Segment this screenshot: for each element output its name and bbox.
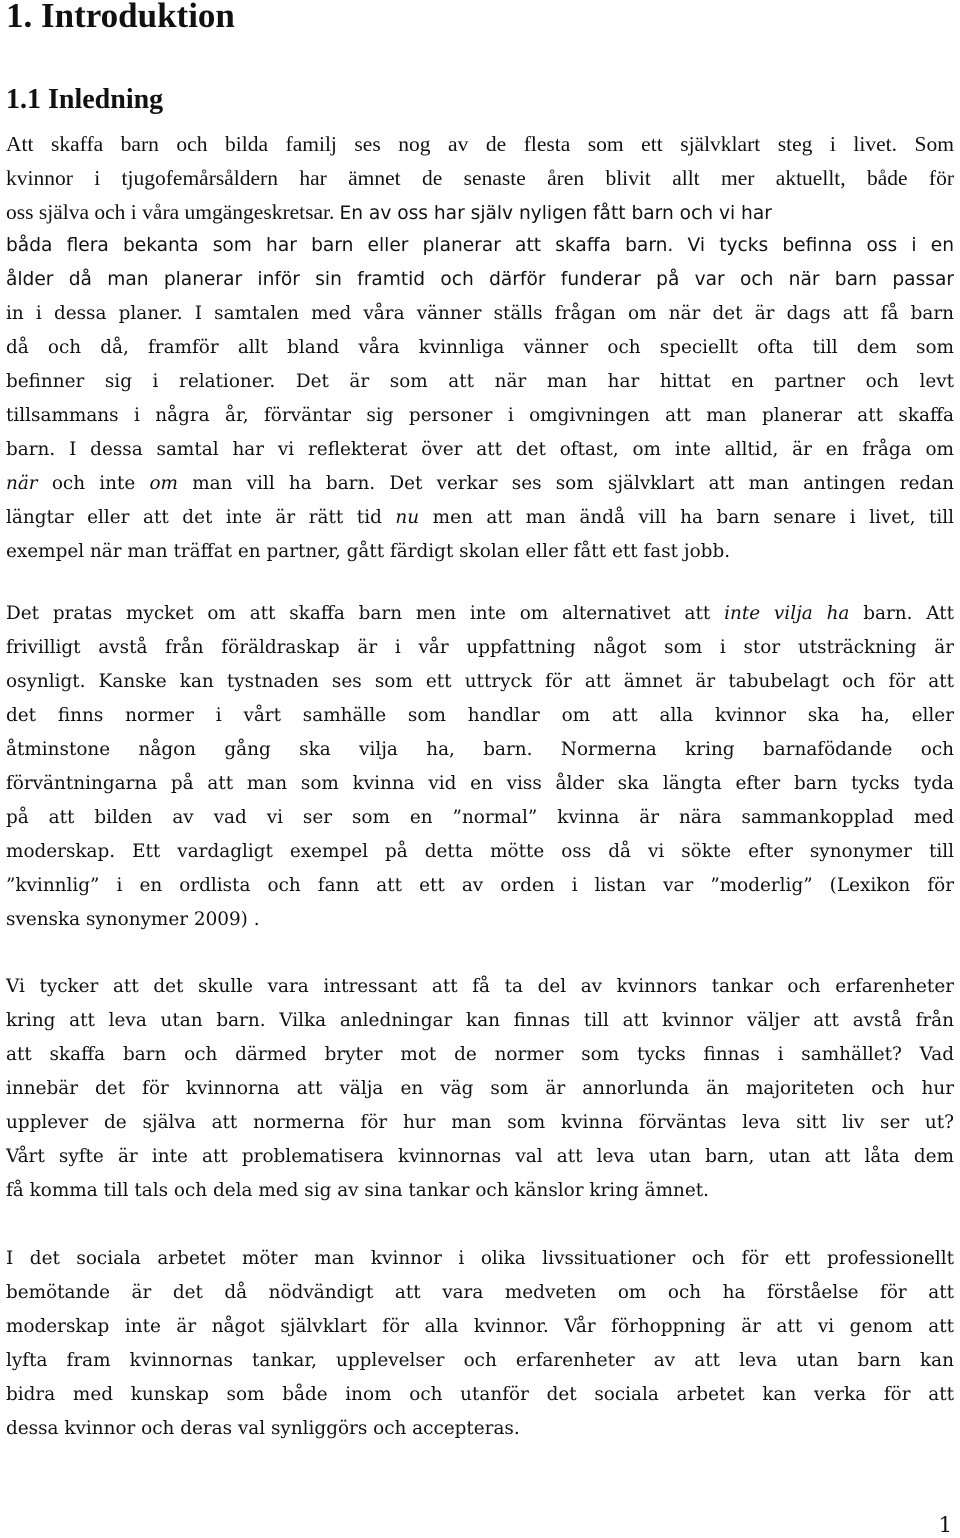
text-line: båda flera bekanta som har barn eller planerar att skaffa barn. Vi tycks befinna oss i en (6, 235, 954, 256)
text-line: Att skaffa barn och bilda familj ses nog av de flesta som ett självklart steg i livet. Som (6, 132, 954, 156)
text-line: tillsammans i några år, förväntar sig personer i omgivningen att man planerar att skaffa (6, 405, 954, 426)
text-line: bidra med kunskap som både inom och utanför det sociala arbetet kan verka för att (6, 1384, 954, 1405)
text-line: på att bilden av vad vi ser som en ”normal” kvinna är nära sammankopplad med (6, 807, 954, 828)
text-line: ålder då man planerar inför sin framtid och därför funderar på var och när barn passar (6, 269, 954, 290)
text-line: Vi tycker att det skulle vara intressant att få ta del av kvinnors tankar och erfarenheter (6, 976, 954, 997)
text-line: frivilligt avstå från föräldraskap är i vår uppfattning något som i stor utsträckning är (6, 637, 954, 658)
text-line: kvinnor i tjugofemårsåldern har ämnet de senaste åren blivit allt mer aktuellt, både för (6, 166, 954, 190)
text-line: ”kvinnlig” i en ordlista och fann att ett av orden i listan var ”moderlig” (Lexikon för (6, 875, 954, 896)
text-line: upplever de själva att normerna för hur man som kvinna förväntas leva sitt liv ser ut? (6, 1112, 954, 1133)
text-line: längtar eller att det inte är rätt tid nu men att man ändå vill ha barn senare i livet, till (6, 507, 954, 528)
text-line: osynligt. Kanske kan tystnaden ses som ett uttryck för att ämnet är tabubelagt och för att (6, 671, 954, 692)
text-line: svenska synonymer 2009) . (6, 909, 260, 930)
section-title: 1.1 Inledning (6, 84, 164, 115)
text-line: bemötande är det då nödvändigt att vara medveten om och ha förståelse för att (6, 1282, 954, 1303)
text-line: dessa kvinnor och deras val synliggörs och accepteras. (6, 1418, 520, 1439)
chapter-title: 1. Introduktion (6, 0, 235, 35)
text-line: lyfta fram kvinnornas tankar, upplevelser och erfarenheter av att leva utan barn kan (6, 1350, 954, 1371)
text-line: Det pratas mycket om att skaffa barn men inte om alternativet att inte vilja ha barn. Att (6, 603, 954, 624)
text-line: få komma till tals och dela med sig av sina tankar och känslor kring ämnet. (6, 1180, 710, 1201)
text-line: kring att leva utan barn. Vilka anledningar kan finnas till att kvinnor väljer att avstå från (6, 1010, 954, 1031)
text-line: då och då, framför allt bland våra kvinnliga vänner och speciellt ofta till dem som (6, 337, 954, 358)
text-line: exempel när man träffat en partner, gått färdigt skolan eller fått ett fast jobb. (6, 541, 731, 562)
text-line: åtminstone någon gång ska vilja ha, barn. Normerna kring barnafödande och (6, 739, 954, 760)
text-line: barn. I dessa samtal har vi reflekterat över att det oftast, om inte alltid, är en fråga om (6, 439, 954, 460)
text-line: innebär det för kvinnorna att välja en väg som är annorlunda än majoriteten och hur (6, 1078, 954, 1099)
text-line: moderskap. Ett vardagligt exempel på detta mötte oss då vi sökte efter synonymer till (6, 841, 954, 862)
text-line: förväntningarna på att man som kvinna vid en viss ålder ska längta efter barn tycks tyda (6, 773, 954, 794)
text-line: Vårt syfte är inte att problematisera kvinnornas val att leva utan barn, utan att låta dem (6, 1146, 954, 1167)
text-line: in i dessa planer. I samtalen med våra vänner ställs frågan om när det är dags att få barn (6, 303, 954, 324)
text-line: I det sociala arbetet möter man kvinnor i olika livssituationer och för ett professionellt (6, 1248, 954, 1269)
page-number: 1 (938, 1513, 952, 1537)
text-line: att skaffa barn och därmed bryter mot de normer som tycks finnas i samhället? Vad (6, 1044, 954, 1065)
text-line: befinner sig i relationer. Det är som att när man har hittat en partner och levt (6, 371, 954, 392)
text-line: när och inte om man vill ha barn. Det verkar ses som självklart att man antingen redan (6, 473, 954, 494)
text-line: det finns normer i vårt samhälle som handlar om att alla kvinnor ska ha, eller (6, 705, 954, 726)
text-line: moderskap inte är något självklart för alla kvinnor. Vår förhoppning är att vi genom att (6, 1316, 954, 1337)
text-line: oss själva och i våra umgängeskretsar. En av oss har själv nyligen fått barn och vi har (6, 200, 772, 224)
